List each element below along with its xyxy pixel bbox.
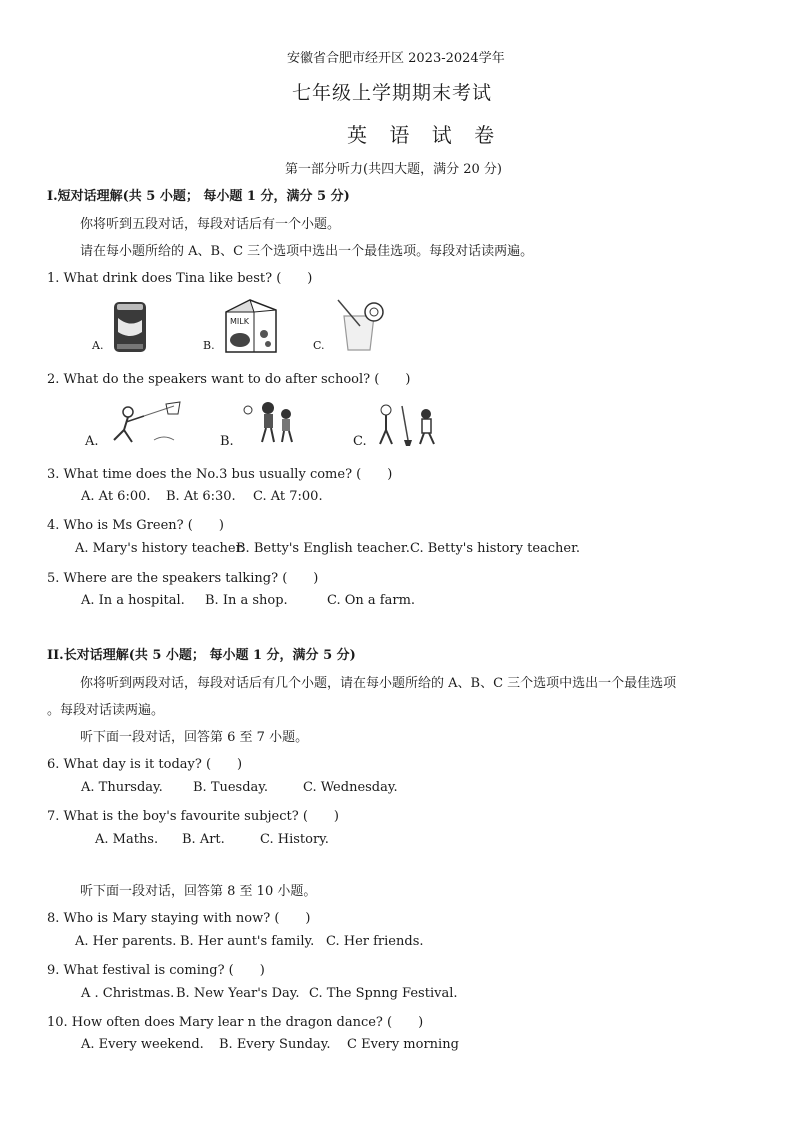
q1-option-b-label: B. bbox=[203, 339, 215, 352]
question-7: 7. What is the boy's favourite subject? ( ) bbox=[47, 809, 339, 824]
question-8: 8. Who is Mary staying with now? ( ) bbox=[47, 911, 311, 926]
q8-option-b: B. Her aunt's family. bbox=[180, 934, 315, 949]
q10-option-a: A. Every weekend. bbox=[81, 1037, 204, 1052]
q3-option-c: C. At 7:00. bbox=[253, 489, 323, 504]
section1-instruction-2: 请在每小题所给的 A、B、C 三个选项中选出一个最佳选项。每段对话读两遍。 bbox=[80, 244, 534, 259]
q1-option-a-label: A. bbox=[92, 339, 104, 352]
q5-option-a: A. In a hospital. bbox=[81, 593, 185, 608]
milk-carton-icon bbox=[220, 296, 282, 356]
section1-instruction-1: 你将听到五段对话，每段对话后有一个小题。 bbox=[80, 217, 341, 232]
q6-option-c: C. Wednesday. bbox=[303, 780, 398, 795]
q7-option-b: B. Art. bbox=[182, 832, 225, 847]
q8-option-a: A. Her parents. bbox=[75, 934, 177, 949]
q7-option-c: C. History. bbox=[260, 832, 329, 847]
q3-option-a: A. At 6:00. bbox=[81, 489, 151, 504]
question-2: 2. What do the speakers want to do after school? ( ) bbox=[47, 372, 411, 387]
planting-trees-icon bbox=[372, 400, 444, 448]
question-9: 9. What festival is coming? ( ) bbox=[47, 963, 265, 978]
exam-subject: 英 语 试 卷 bbox=[347, 123, 503, 147]
question-1: 1. What drink does Tina like best? ( ) bbox=[47, 271, 313, 286]
flying-kite-icon bbox=[104, 400, 186, 446]
q3-option-b: B. At 6:30. bbox=[166, 489, 236, 504]
milk-carton-text: MILK bbox=[230, 317, 249, 326]
section2-instruction-2: 。每段对话读两遍。 bbox=[47, 703, 165, 718]
q4-option-a: A. Mary's history teacher. bbox=[75, 541, 245, 556]
exam-source: 安徽省合肥市经开区 2023-2024学年 bbox=[287, 51, 505, 66]
q2-option-b-label: B. bbox=[220, 434, 234, 449]
question-5: 5. Where are the speakers talking? ( ) bbox=[47, 571, 319, 586]
q9-option-b: B. New Year's Day. bbox=[176, 986, 300, 1001]
dialogue-2-intro: 听下面一段对话，回答第 8 至 10 小题。 bbox=[80, 884, 317, 899]
q10-option-c: C Every morning bbox=[347, 1037, 459, 1052]
q9-option-a: A . Christmas. bbox=[81, 986, 175, 1001]
playing-ball-icon bbox=[240, 398, 298, 446]
soda-can-icon bbox=[108, 298, 152, 356]
question-3: 3. What time does the No.3 bus usually come? ( ) bbox=[47, 467, 393, 482]
juice-glass-icon bbox=[330, 296, 388, 354]
q10-option-b: B. Every Sunday. bbox=[219, 1037, 331, 1052]
q2-option-c-label: C. bbox=[353, 434, 367, 449]
q2-option-a-label: A. bbox=[85, 434, 99, 449]
q1-option-c-label: C. bbox=[313, 339, 325, 352]
exam-title: 七年级上学期期末考试 bbox=[292, 82, 493, 104]
question-10: 10. How often does Mary lear n the dragon dance? ( ) bbox=[47, 1015, 424, 1030]
part-heading: 第一部分听力(共四大题，满分 20 分) bbox=[285, 162, 502, 177]
q7-option-a: A. Maths. bbox=[95, 832, 159, 847]
q4-option-c: C. Betty's history teacher. bbox=[410, 541, 581, 556]
q6-option-a: A. Thursday. bbox=[81, 780, 163, 795]
section1-heading: I.短对话理解(共 5 小题； 每小题 1 分，满分 5 分) bbox=[47, 189, 350, 204]
section2-instruction-1: 你将听到两段对话，每段对话后有几个小题，请在每小题所给的 A、B、C 三个选项中选出一个最佳选项 bbox=[80, 676, 677, 691]
q8-option-c: C. Her friends. bbox=[326, 934, 424, 949]
q5-option-b: B. In a shop. bbox=[205, 593, 288, 608]
q4-option-b: B. Betty's English teacher. bbox=[236, 541, 410, 556]
section2-heading: II.长对话理解(共 5 小题； 每小题 1 分，满分 5 分) bbox=[47, 648, 356, 663]
q6-option-b: B. Tuesday. bbox=[193, 780, 269, 795]
question-4: 4. Who is Ms Green? ( ) bbox=[47, 518, 224, 533]
q9-option-c: C. The Spnng Festival. bbox=[309, 986, 458, 1001]
dialogue-1-intro: 听下面一段对话，回答第 6 至 7 小题。 bbox=[80, 730, 309, 745]
question-6: 6. What day is it today? ( ) bbox=[47, 757, 243, 772]
q5-option-c: C. On a farm. bbox=[327, 593, 416, 608]
